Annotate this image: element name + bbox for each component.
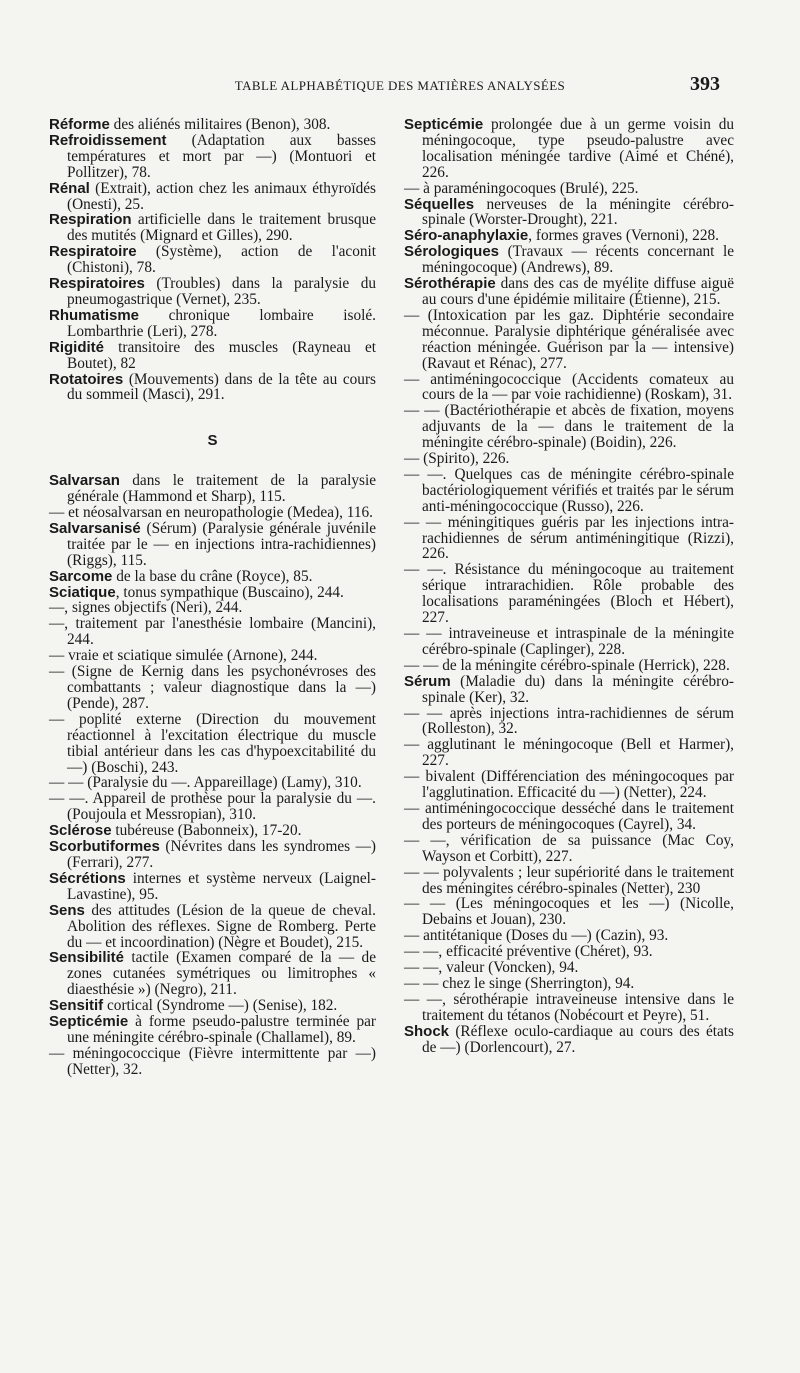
entry-text: (Adaptation aux basses températures et mort par —) (Montuori et Pollitzer), 78.: [67, 131, 376, 181]
index-entry: [49, 712, 376, 776]
index-entry: [49, 244, 376, 276]
index-entry: [49, 998, 376, 1014]
index-entry: [404, 896, 734, 928]
entry-text: de la base du crâne (Royce), 85.: [112, 567, 313, 585]
index-entry: [49, 1014, 376, 1046]
section-letter: S: [207, 432, 218, 450]
entry-text: — vraie et sciatique simulée (Arnone), 244.: [49, 647, 318, 665]
entry-headword: Rhumatisme: [49, 306, 140, 324]
entry-headword: Salvarsan: [49, 472, 120, 490]
entry-text: —, traitement par l'anesthésie lombaire (Mancini), 244.: [49, 615, 376, 649]
index-entry: [404, 658, 734, 674]
entry-text: (Extrait), action chez les animaux éthyroïdés (Onesti), 25.: [67, 179, 376, 213]
index-entry: [49, 473, 376, 505]
entry-headword: Sensitif: [49, 997, 104, 1015]
entry-text: prolongée due à un germe voisin du méningocoque, type pseudo-palustre avec localisation méningée tardive (Aimé et Chéné), 226.: [422, 116, 734, 181]
entry-headword: Sérothérapie: [404, 275, 496, 293]
entry-text: — antiméningococcique (Accidents comateux au cours de la — par voie rachidienne) (Roskam), 31.: [404, 370, 734, 404]
entry-text: — — intraveineuse et intraspinale de la méningite cérébro-spinale (Caplinger), 228.: [404, 625, 734, 658]
entry-text: — — (Les méningocoques et les —) (Nicolle, Debains et Jouan), 230.: [404, 895, 734, 929]
entry-text: — — (Bactériothérapie et abcès de fixation, moyens adjuvants de la — dans le traitement de la méningite cérébro-spinale) (Boidin), 226.: [404, 402, 734, 452]
entry-text: — — polyvalents ; leur supériorité dans le traitement des méningites cérébro-spinales (Netter), 230: [404, 863, 734, 897]
index-entry: [49, 823, 376, 839]
entry-headword: Respiratoire: [49, 243, 137, 261]
entry-headword: Sclérose: [49, 822, 112, 840]
index-entry: [49, 839, 376, 871]
index-entry: [404, 451, 734, 467]
index-entry: [404, 626, 734, 658]
entry-headword: Septicémie: [49, 1013, 129, 1031]
running-header-title: TABLE ALPHABÉTIQUE DES MATIÈRES ANALYSÉES: [234, 78, 566, 93]
entry-headword: Sciatique: [49, 583, 116, 601]
entry-headword: Sarcome: [49, 567, 113, 585]
index-entry: [404, 308, 734, 372]
index-entry: [49, 664, 376, 712]
entry-text: — — méningitiques guéris par les injections intra-rachidiennes de sérum antiméningitique (Rizzi), 226.: [404, 513, 734, 563]
entry-text: — (Signe de Kernig dans les psychonévroses des combattants ; valeur diagnostique dans la —) (Pende), 287.: [49, 663, 376, 712]
entry-text: — —. Quelques cas de méningite cérébro-spinale bactériologiquement vérifiés et traités par le sérum anti-méningococcique (Russo), 226.: [404, 465, 734, 515]
entry-text: — antitétanique (Doses du —) (Cazin), 93.: [404, 927, 669, 945]
entry-text: cortical (Syndrome —) (Senise), 182.: [103, 997, 338, 1015]
index-entry: [49, 1046, 376, 1078]
entry-text: artificielle dans le traitement brusque des mutités (Mignard et Gilles), 290.: [67, 211, 376, 245]
entry-text: (Travaux — récents concernant le méningocoque) (Andrews), 89.: [422, 243, 734, 277]
index-entry: [404, 467, 734, 515]
entry-text: — bivalent (Différenciation des méningocoques par l'agglutination. Efficacité du —) (Netter), 224.: [404, 768, 734, 802]
index-entry: [404, 276, 734, 308]
index-entry: [49, 791, 376, 823]
index-entry: [49, 871, 376, 903]
entry-headword: Salvarsanisé: [49, 519, 141, 537]
index-entry: [404, 515, 734, 563]
entry-text: , tonus sympathique (Buscaino), 244.: [115, 583, 344, 601]
entry-headword: Septicémie: [404, 116, 484, 133]
entry-text: — —, valeur (Voncken), 94.: [404, 959, 579, 977]
entry-text: — —, efficacité préventive (Chéret), 93.: [404, 943, 653, 961]
index-entry: [49, 181, 376, 213]
entry-headword: Sens: [49, 901, 85, 919]
entry-text: nerveuses de la méningite cérébro-spinale (Worster-Drought), 221.: [422, 195, 734, 229]
index-entry: [49, 212, 376, 244]
index-entry: [49, 903, 376, 951]
index-entry: [49, 521, 376, 569]
index-entry: [49, 372, 376, 404]
entry-headword: Rénal: [49, 179, 90, 197]
entry-text: — à paraméningocoques (Brulé), 225.: [404, 179, 639, 197]
entry-text: (Réflexe oculo-cardiaque au cours des états de —) (Dorlencourt), 27.: [422, 1022, 734, 1056]
index-entry: [404, 403, 734, 451]
entry-text: (Mouvements) dans de la tête au cours du sommeil (Masci), 291.: [67, 370, 376, 404]
entry-text: des aliénés militaires (Benon), 308.: [109, 116, 331, 133]
entry-text: — — après injections intra-rachidiennes de sérum (Rolleston), 32.: [404, 704, 734, 738]
entry-text: — —. Résistance du méningocoque au traitement sérique intrarachidien. Rôle probable des localisations paraméningées (Bloch et Hébert), 227.: [404, 561, 734, 627]
index-entry: [404, 992, 734, 1024]
entry-headword: Séquelles: [404, 195, 475, 213]
index-entry: [49, 308, 376, 340]
entry-headword: Scorbutiformes: [49, 838, 160, 856]
index-entry: [404, 865, 734, 897]
index-entry: [404, 833, 734, 865]
entry-text: — poplité externe (Direction du mouvement réactionnel à l'excitation électrique du muscle tibial antérieur dans les cas d'hypoexcitabilité du —) (Boschi), 243.: [49, 710, 376, 776]
index-entry: [404, 769, 734, 801]
entry-headword: Sensibilité: [49, 949, 125, 967]
index-entry: [49, 340, 376, 372]
index-entry: [404, 562, 734, 626]
index-entry: [49, 775, 376, 791]
page-number: 393: [690, 73, 720, 95]
entry-text: — —. Appareil de prothèse pour la paralysie du —. (Poujoula et Messropian), 310.: [49, 790, 376, 824]
index-entry: [404, 976, 734, 992]
index-entry: [404, 228, 734, 244]
entry-text: — (Spirito), 226.: [404, 450, 510, 468]
index-entry: [404, 960, 734, 976]
index-entry: [49, 276, 376, 308]
right-column: [404, 117, 734, 1055]
entry-text: chronique lombaire isolé. Lombarthrie (Leri), 278.: [67, 306, 376, 340]
index-entry: [404, 737, 734, 769]
left-column: [49, 117, 376, 1078]
index-entry: [49, 648, 376, 664]
entry-text: dans le traitement de la paralysie générale (Hammond et Sharp), 115.: [67, 472, 376, 506]
entry-text: — — (Paralysie du —. Appareillage) (Lamy), 310.: [49, 774, 362, 792]
entry-text: — antiméningococcique desséché dans le traitement des porteurs de méningocoques (Cayrel), 34.: [404, 799, 734, 833]
index-entry: [49, 133, 376, 181]
entry-headword: Respiratoires: [49, 275, 145, 293]
entry-text: (Sérum) (Paralysie générale juvénile traitée par le — en injections intra-rachidiennes) (Riggs), 115.: [67, 519, 376, 569]
entry-text: (Névrites dans les syndromes —) (Ferrari), 277.: [67, 838, 376, 871]
entry-text: (Troubles) dans la paralysie du pneumogastrique (Vernet), 235.: [67, 275, 376, 308]
entry-text: — (Intoxication par les gaz. Diphtérie secondaire méconnue. Paralysie diphtérique généralisée avec réaction méningée. Guérison par la — intensive) (Ravaut et Rénac), 277.: [404, 306, 734, 372]
entry-text: des attitudes (Lésion de la queue de cheval. Abolition des réflexes. Signe de Romberg. Perte du — et incoordination) (Nègre et Boudet), 215.: [67, 901, 376, 951]
index-entry: [49, 505, 376, 521]
index-entry: [404, 801, 734, 833]
entry-headword: Sérologiques: [404, 243, 500, 261]
entry-text: — —, vérification de sa puissance (Mac Coy, Wayson et Corbitt), 227.: [404, 831, 734, 865]
index-entry: [49, 600, 376, 616]
entry-text: à forme pseudo-palustre terminée par une méningite cérébro-spinale (Challamel), 89.: [67, 1013, 376, 1046]
index-entry: [404, 372, 734, 404]
entry-text: — agglutinant le méningocoque (Bell et Harmer), 227.: [404, 736, 734, 770]
index-entry: [49, 569, 376, 585]
entry-headword: Shock: [404, 1022, 450, 1040]
entry-text: — — chez le singe (Sherrington), 94.: [404, 974, 635, 992]
index-entry: [404, 674, 734, 706]
index-entry: [404, 117, 734, 181]
entry-text: , formes graves (Vernoni), 228.: [528, 227, 719, 245]
entry-headword: Refroidissement: [49, 131, 167, 149]
index-entry: [404, 181, 734, 197]
index-entry: [404, 1024, 734, 1056]
index-entry: [404, 244, 734, 276]
index-entry: [404, 944, 734, 960]
entry-headword: Rotatoires: [49, 370, 124, 388]
index-entry: [49, 616, 376, 648]
entry-headword: Séro-anaphylaxie: [404, 227, 529, 245]
entry-headword: Réforme: [49, 116, 110, 133]
index-entry: [404, 928, 734, 944]
index-entry: [404, 197, 734, 229]
entry-text: — — de la méningite cérébro-spinale (Herrick), 228.: [404, 656, 730, 674]
entry-headword: Sérum: [404, 672, 451, 690]
entry-text: —, signes objectifs (Neri), 244.: [49, 599, 243, 617]
index-entry: [49, 585, 376, 601]
entry-text: — méningococcique (Fièvre intermittente par —) (Netter), 32.: [49, 1044, 376, 1078]
index-entry: [49, 117, 376, 133]
entry-text: dans des cas de myélite diffuse aiguë au cours d'une épidémie militaire (Étienne), 215.: [422, 275, 734, 308]
index-entry: [49, 950, 376, 998]
entry-headword: Sécrétions: [49, 869, 126, 887]
entry-text: internes et système nerveux (Laignel-Lavastine), 95.: [67, 869, 376, 903]
entry-text: (Système), action de l'aconit (Chistoni), 78.: [67, 243, 376, 277]
index-entry: [404, 706, 734, 738]
entry-text: tactile (Examen comparé de la — de zones cutanées symétriques ou limitrophes « diaesthésie ») (Negro), 211.: [67, 949, 376, 999]
entry-text: — —, sérothérapie intraveineuse intensive dans le traitement du tétanos (Nobécourt et Peyre), 51.: [404, 990, 734, 1024]
entry-text: tubéreuse (Babonneix), 17-20.: [111, 822, 302, 840]
entry-text: — et néosalvarsan en neuropathologie (Medea), 116.: [49, 504, 373, 522]
entry-headword: Rigidité: [49, 338, 104, 356]
entry-headword: Respiration: [49, 211, 132, 229]
entry-text: transitoire des muscles (Rayneau et Boutet), 82: [67, 338, 376, 372]
entry-text: (Maladie du) dans la méningite cérébro-spinale (Ker), 32.: [422, 672, 734, 706]
